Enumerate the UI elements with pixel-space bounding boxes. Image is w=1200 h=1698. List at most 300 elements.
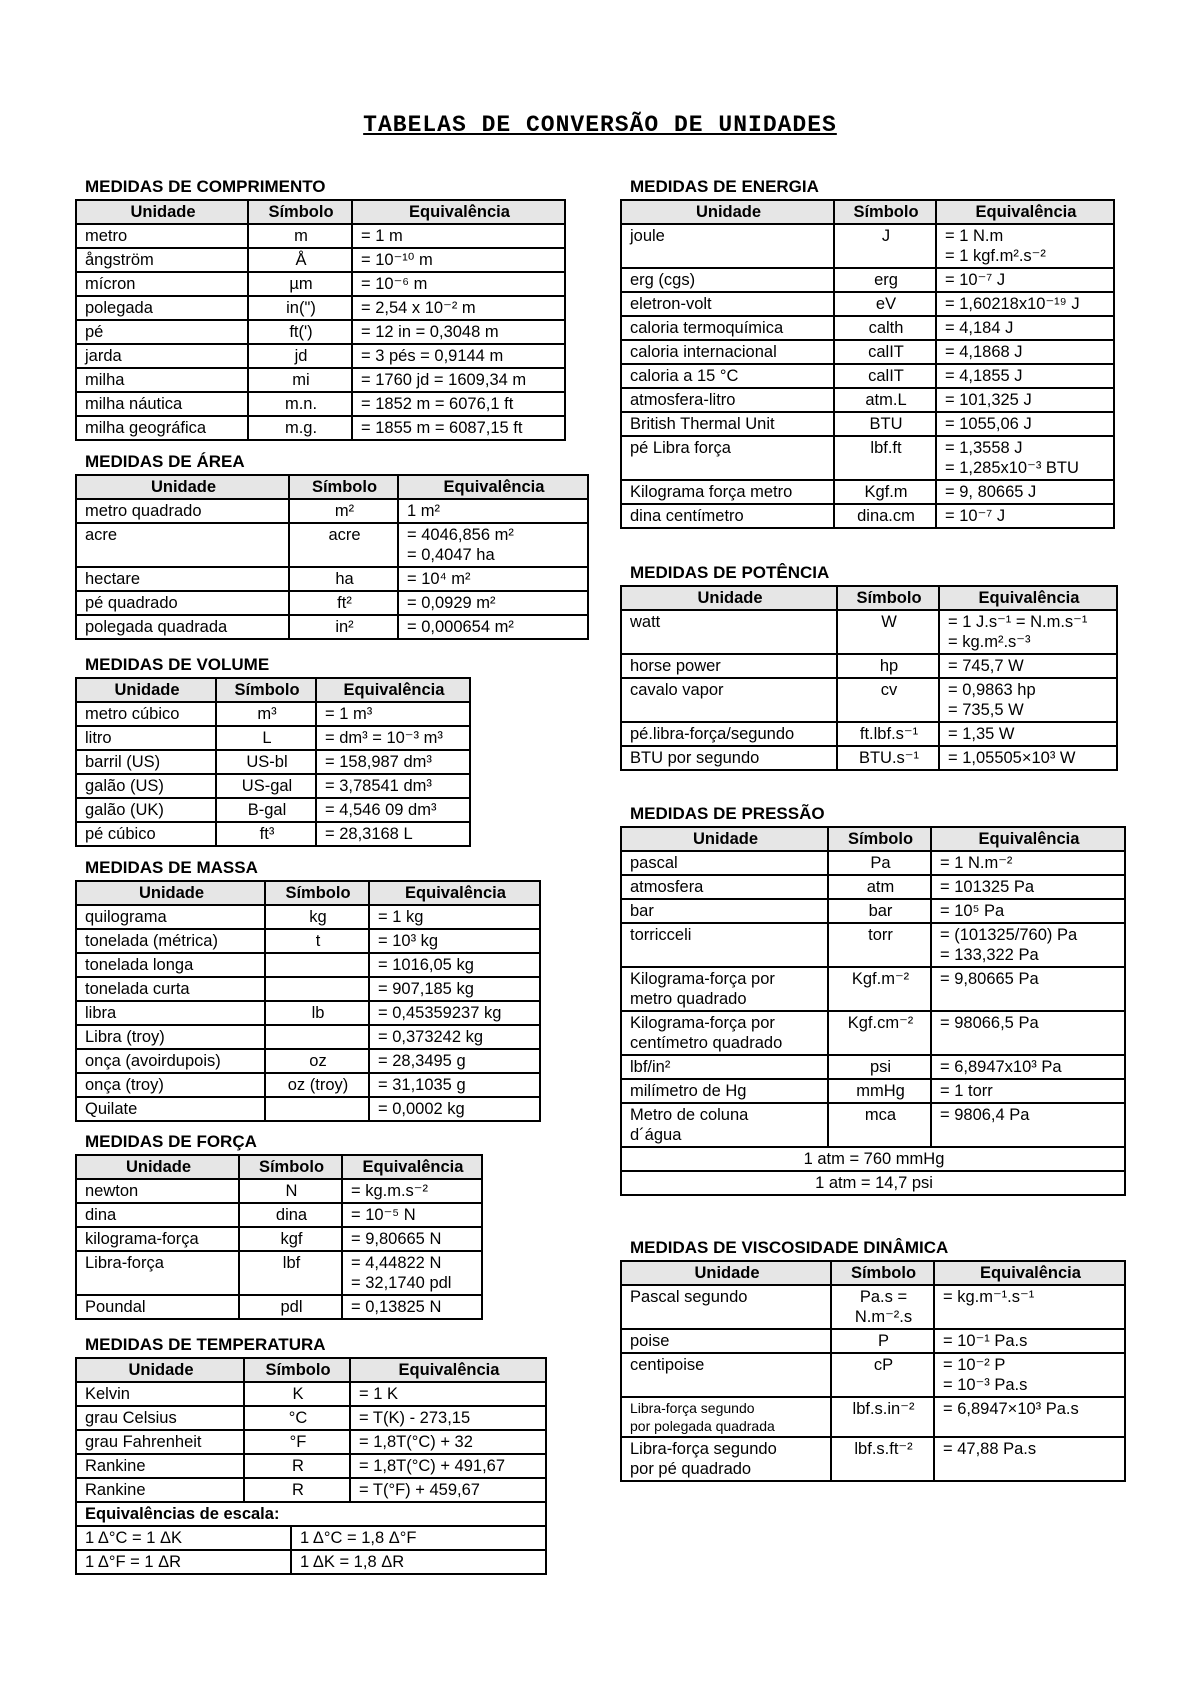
unit-cell: jarda	[76, 344, 248, 368]
equivalence-cell: = (101325/760) Pa = 133,322 Pa	[931, 923, 1125, 967]
equivalence-cell: = 0,45359237 kg	[369, 1001, 540, 1025]
section-potencia	[620, 563, 1118, 771]
equivalence-header: Equivalência	[352, 200, 565, 224]
symbol-cell: m.g.	[248, 416, 352, 440]
unit-cell: poise	[621, 1329, 831, 1353]
equivalence-cell: = 31,1035 g	[369, 1073, 540, 1097]
unit-cell: British Thermal Unit	[621, 412, 834, 436]
unit-cell: watt	[621, 610, 837, 654]
equivalence-cell: = 9, 80665 J	[936, 480, 1114, 504]
unit-cell: galão (UK)	[76, 798, 216, 822]
table-row	[76, 499, 588, 523]
section-title: MEDIDAS DE PRESSÃO	[630, 804, 825, 823]
symbol-cell: psi	[828, 1055, 931, 1079]
unit-cell: Quilate	[76, 1097, 265, 1121]
unit-cell: milímetro de Hg	[621, 1079, 828, 1103]
unit-cell: pé cúbico	[76, 822, 216, 846]
equivalence-cell: = 6,8947x10³ Pa	[931, 1055, 1125, 1079]
symbol-cell: mca	[828, 1103, 931, 1147]
symbol-header: Símbolo	[834, 200, 936, 224]
header-row	[76, 475, 588, 499]
equivalence-cell: = 0,0929 m²	[398, 591, 588, 615]
section-forca	[75, 1132, 483, 1320]
unit-cell: Kilograma-força por metro quadrado	[621, 967, 828, 1011]
unit-cell: horse power	[621, 654, 837, 678]
unit-cell: bar	[621, 899, 828, 923]
table-row	[621, 1397, 1125, 1437]
symbol-cell: B-gal	[216, 798, 316, 822]
unit-cell: onça (avoirdupois)	[76, 1049, 265, 1073]
symbol-header: Símbolo	[831, 1261, 934, 1285]
table-row	[76, 798, 470, 822]
equivalence-cell: = 1,3558 J = 1,285x10⁻³ BTU	[936, 436, 1114, 480]
equivalence-cell: = 1855 m = 6087,15 ft	[352, 416, 565, 440]
symbol-cell: J	[834, 224, 936, 268]
symbol-cell: mmHg	[828, 1079, 931, 1103]
equivalence-cell: = T(K) - 273,15	[350, 1406, 546, 1430]
table-row	[621, 875, 1125, 899]
unit-cell: grau Fahrenheit	[76, 1430, 244, 1454]
equivalence-header: Equivalência	[342, 1155, 482, 1179]
table-row	[76, 567, 588, 591]
equivalence-cell: = kg.m⁻¹.s⁻¹	[934, 1285, 1125, 1329]
section-massa	[75, 858, 541, 1122]
unit-cell: Metro de coluna d´água	[621, 1103, 828, 1147]
equivalence-cell: = 10⁻⁶ m	[352, 272, 565, 296]
scale-cell: 1 ΔK = 1,8 ΔR	[291, 1550, 546, 1574]
equivalence-cell: = 4,184 J	[936, 316, 1114, 340]
equivalence-header: Equivalência	[350, 1358, 546, 1382]
symbol-cell: oz	[265, 1049, 369, 1073]
unit-cell: Pascal segundo	[621, 1285, 831, 1329]
table-row	[76, 1097, 540, 1121]
symbol-cell: t	[265, 929, 369, 953]
equivalence-cell: = 1 K	[350, 1382, 546, 1406]
unit-header: Unidade	[76, 200, 248, 224]
table-row	[621, 388, 1114, 412]
symbol-cell: K	[244, 1382, 350, 1406]
unit-cell: metro quadrado	[76, 499, 289, 523]
equivalence-cell: = 10⁵ Pa	[931, 899, 1125, 923]
scale-cell: 1 Δ°C = 1 ΔK	[76, 1526, 291, 1550]
unit-cell: Libra (troy)	[76, 1025, 265, 1049]
table-row	[621, 746, 1117, 770]
unit-cell: Rankine	[76, 1478, 244, 1502]
equivalence-header: Equivalência	[369, 881, 540, 905]
symbol-header: Símbolo	[248, 200, 352, 224]
table-row	[76, 368, 565, 392]
unit-cell: pé.libra-força/segundo	[621, 722, 837, 746]
header-row	[621, 586, 1117, 610]
symbol-header: Símbolo	[837, 586, 939, 610]
section-title: MEDIDAS DE VISCOSIDADE DINÂMICA	[630, 1238, 949, 1257]
equivalence-cell: = 1,05505×10³ W	[939, 746, 1117, 770]
header-row	[621, 827, 1125, 851]
table-row	[621, 1055, 1125, 1079]
symbol-cell: lbf	[239, 1251, 342, 1295]
equivalence-cell: = 1016,05 kg	[369, 953, 540, 977]
unit-cell: joule	[621, 224, 834, 268]
table-row	[76, 1382, 546, 1406]
table-row	[76, 1179, 482, 1203]
table-row	[76, 774, 470, 798]
note-cell: 1 atm = 760 mmHg	[621, 1147, 1125, 1171]
symbol-cell: US-bl	[216, 750, 316, 774]
table-row	[76, 1454, 546, 1478]
symbol-cell: °C	[244, 1406, 350, 1430]
table-row	[621, 1079, 1125, 1103]
equivalence-cell: = 28,3495 g	[369, 1049, 540, 1073]
unit-cell: barril (US)	[76, 750, 216, 774]
equivalence-cell: = 907,185 kg	[369, 977, 540, 1001]
unit-cell: tonelada curta	[76, 977, 265, 1001]
unit-header: Unidade	[76, 1358, 244, 1382]
symbol-cell: cv	[837, 678, 939, 722]
equivalence-cell: = 1,8T(°C) + 491,67	[350, 1454, 546, 1478]
table-row	[76, 1025, 540, 1049]
unit-cell: polegada	[76, 296, 248, 320]
section-title: MEDIDAS DE ÁREA	[85, 452, 245, 471]
symbol-cell: Kgf.m	[834, 480, 936, 504]
unit-cell: Libra-força segundo por polegada quadrada	[621, 1397, 831, 1437]
equivalence-cell: = kg.m.s⁻²	[342, 1179, 482, 1203]
symbol-cell: lbf.s.ft⁻²	[831, 1437, 934, 1481]
symbol-cell: dina.cm	[834, 504, 936, 528]
unit-cell: metro cúbico	[76, 702, 216, 726]
table-row	[621, 899, 1125, 923]
equivalence-cell: = 0,000654 m²	[398, 615, 588, 639]
unit-cell: caloria termoquímica	[621, 316, 834, 340]
symbol-cell: Kgf.cm⁻²	[828, 1011, 931, 1055]
table-energia	[620, 199, 1115, 529]
equivalence-cell: = 6,8947×10³ Pa.s	[934, 1397, 1125, 1437]
note-row	[621, 1147, 1125, 1171]
symbol-cell: m²	[289, 499, 398, 523]
unit-cell: polegada quadrada	[76, 615, 289, 639]
symbol-header: Símbolo	[244, 1358, 350, 1382]
equivalence-cell: = 9,80665 Pa	[931, 967, 1125, 1011]
table-row	[621, 224, 1114, 268]
equivalence-cell: = 9,80665 N	[342, 1227, 482, 1251]
equivalence-cell: = 0,13825 N	[342, 1295, 482, 1319]
symbol-cell: m³	[216, 702, 316, 726]
equivalence-cell: = 98066,5 Pa	[931, 1011, 1125, 1055]
table-row	[76, 296, 565, 320]
symbol-cell: bar	[828, 899, 931, 923]
section-viscosidade	[620, 1238, 1126, 1482]
table-row	[621, 678, 1117, 722]
table-row	[76, 750, 470, 774]
unit-cell: atmosfera-litro	[621, 388, 834, 412]
unit-header: Unidade	[76, 678, 216, 702]
table-row	[621, 1437, 1125, 1481]
equivalence-cell: = 101,325 J	[936, 388, 1114, 412]
section-title: MEDIDAS DE COMPRIMENTO	[85, 177, 326, 196]
table-volume	[75, 677, 471, 847]
table-row	[621, 340, 1114, 364]
page-title: TABELAS DE CONVERSÃO DE UNIDADES	[363, 112, 837, 138]
equivalence-cell: = 1055,06 J	[936, 412, 1114, 436]
table-temperatura	[75, 1357, 547, 1503]
symbol-cell: L	[216, 726, 316, 750]
symbol-cell: ft³	[216, 822, 316, 846]
symbol-cell: cP	[831, 1353, 934, 1397]
table-row	[621, 504, 1114, 528]
table-massa	[75, 880, 541, 1122]
table-row	[621, 1285, 1125, 1329]
unit-cell: hectare	[76, 567, 289, 591]
equivalence-cell: = 4,1855 J	[936, 364, 1114, 388]
section-volume	[75, 655, 471, 847]
equivalence-cell: = 1 m	[352, 224, 565, 248]
table-row	[621, 722, 1117, 746]
symbol-cell: m.n.	[248, 392, 352, 416]
unit-header: Unidade	[621, 1261, 831, 1285]
unit-cell: milha	[76, 368, 248, 392]
table-row	[621, 268, 1114, 292]
table-row	[76, 953, 540, 977]
table-row	[76, 1049, 540, 1073]
equivalence-cell: = 10⁻⁵ N	[342, 1203, 482, 1227]
unit-cell: Rankine	[76, 1454, 244, 1478]
table-row	[76, 523, 588, 567]
equivalence-cell: = 1 torr	[931, 1079, 1125, 1103]
table-row	[76, 591, 588, 615]
symbol-cell: W	[837, 610, 939, 654]
unit-cell: milha geográfica	[76, 416, 248, 440]
equivalence-cell: = T(°F) + 459,67	[350, 1478, 546, 1502]
symbol-cell: BTU	[834, 412, 936, 436]
equivalence-cell: = 1 kg	[369, 905, 540, 929]
table-potencia	[620, 585, 1118, 771]
unit-cell: mícron	[76, 272, 248, 296]
unit-cell: grau Celsius	[76, 1406, 244, 1430]
equivalence-cell: = 12 in = 0,3048 m	[352, 320, 565, 344]
table-row	[76, 1295, 482, 1319]
equivalence-cell: = 0,0002 kg	[369, 1097, 540, 1121]
table-row	[76, 615, 588, 639]
equivalence-cell: = 10⁻¹⁰ m	[352, 248, 565, 272]
equivalence-cell: = 1852 m = 6076,1 ft	[352, 392, 565, 416]
equivalence-cell: = 1 m³	[316, 702, 470, 726]
equivalence-cell: = 4,546 09 dm³	[316, 798, 470, 822]
equivalence-cell: = 2,54 x 10⁻² m	[352, 296, 565, 320]
unit-cell: pé	[76, 320, 248, 344]
scale-cell: 1 Δ°F = 1 ΔR	[76, 1550, 291, 1574]
table-row	[621, 851, 1125, 875]
table-row	[76, 224, 565, 248]
equivalence-cell: = dm³ = 10⁻³ m³	[316, 726, 470, 750]
table-row	[76, 1550, 546, 1574]
section-energia	[620, 177, 1115, 529]
equivalence-cell: = 10⁻⁷ J	[936, 504, 1114, 528]
symbol-cell: m	[248, 224, 352, 248]
table-row	[621, 412, 1114, 436]
equivalence-header: Equivalência	[931, 827, 1125, 851]
equivalence-cell: = 28,3168 L	[316, 822, 470, 846]
equivalence-cell: = 10⁻² P = 10⁻³ Pa.s	[934, 1353, 1125, 1397]
section-title: MEDIDAS DE POTÊNCIA	[630, 563, 830, 582]
table-row	[76, 822, 470, 846]
equivalence-cell: = 10⁴ m²	[398, 567, 588, 591]
unit-cell: pé Libra força	[621, 436, 834, 480]
unit-cell: centipoise	[621, 1353, 831, 1397]
unit-cell: Kilograma força metro	[621, 480, 834, 504]
unit-cell: tonelada longa	[76, 953, 265, 977]
unit-cell: milha náutica	[76, 392, 248, 416]
symbol-cell: atm	[828, 875, 931, 899]
section-comprimento	[75, 177, 566, 441]
equivalence-cell: = 47,88 Pa.s	[934, 1437, 1125, 1481]
table-row	[76, 320, 565, 344]
table-row	[621, 480, 1114, 504]
symbol-cell: pdl	[239, 1295, 342, 1319]
symbol-cell: Pa.s = N.m⁻².s	[831, 1285, 934, 1329]
symbol-cell: dina	[239, 1203, 342, 1227]
table-scale	[75, 1501, 547, 1575]
unit-cell: BTU por segundo	[621, 746, 837, 770]
unit-cell: litro	[76, 726, 216, 750]
table-row	[621, 1329, 1125, 1353]
equivalence-cell: = 10⁻⁷ J	[936, 268, 1114, 292]
symbol-cell: jd	[248, 344, 352, 368]
unit-cell: Kilograma-força por centímetro quadrado	[621, 1011, 828, 1055]
equivalence-cell: = 101325 Pa	[931, 875, 1125, 899]
table-row	[76, 1227, 482, 1251]
unit-cell: dina centímetro	[621, 504, 834, 528]
symbol-cell: ha	[289, 567, 398, 591]
table-row	[76, 1073, 540, 1097]
section-area	[75, 452, 589, 640]
symbol-cell: R	[244, 1478, 350, 1502]
symbol-cell: calIT	[834, 340, 936, 364]
symbol-cell	[265, 1025, 369, 1049]
table-row	[76, 977, 540, 1001]
symbol-cell: atm.L	[834, 388, 936, 412]
table-row	[76, 272, 565, 296]
table-row	[621, 923, 1125, 967]
section-pressao	[620, 804, 1126, 1196]
symbol-cell: in²	[289, 615, 398, 639]
unit-cell: metro	[76, 224, 248, 248]
equivalence-cell: 1 m²	[398, 499, 588, 523]
equivalence-cell: = 3,78541 dm³	[316, 774, 470, 798]
unit-cell: Libra-força	[76, 1251, 239, 1295]
symbol-cell	[265, 1097, 369, 1121]
symbol-cell: eV	[834, 292, 936, 316]
table-row	[621, 1353, 1125, 1397]
unit-cell: pé quadrado	[76, 591, 289, 615]
table-row	[76, 1526, 546, 1550]
unit-cell: Libra-força segundo por pé quadrado	[621, 1437, 831, 1481]
equivalence-header: Equivalência	[316, 678, 470, 702]
unit-header: Unidade	[621, 827, 828, 851]
symbol-cell: kgf	[239, 1227, 342, 1251]
table-row	[76, 726, 470, 750]
section-title: MEDIDAS DE ENERGIA	[630, 177, 819, 196]
equivalence-cell: = 745,7 W	[939, 654, 1117, 678]
header-row	[76, 1358, 546, 1382]
table-row	[621, 316, 1114, 340]
table-row	[76, 416, 565, 440]
equivalence-cell: = 3 pés = 0,9144 m	[352, 344, 565, 368]
symbol-cell: kg	[265, 905, 369, 929]
unit-cell: cavalo vapor	[621, 678, 837, 722]
table-row	[76, 1406, 546, 1430]
table-row	[76, 1430, 546, 1454]
unit-cell: dina	[76, 1203, 239, 1227]
equivalence-cell: = 9806,4 Pa	[931, 1103, 1125, 1147]
table-row	[621, 436, 1114, 480]
section-title: MEDIDAS DE TEMPERATURA	[85, 1335, 326, 1354]
symbol-header: Símbolo	[216, 678, 316, 702]
unit-cell: ångström	[76, 248, 248, 272]
equivalence-header: Equivalência	[398, 475, 588, 499]
equivalence-cell: = 1,8T(°C) + 32	[350, 1430, 546, 1454]
table-row	[76, 1478, 546, 1502]
note-row	[621, 1171, 1125, 1195]
equivalence-cell: = 4,44822 N = 32,1740 pdl	[342, 1251, 482, 1295]
equivalence-cell: = 1 J.s⁻¹ = N.m.s⁻¹ = kg.m².s⁻³	[939, 610, 1117, 654]
symbol-cell: lbf.ft	[834, 436, 936, 480]
equivalence-header: Equivalência	[936, 200, 1114, 224]
unit-cell: Poundal	[76, 1295, 239, 1319]
symbol-cell: R	[244, 1454, 350, 1478]
table-comprimento	[75, 199, 566, 441]
table-row	[76, 1251, 482, 1295]
symbol-header: Símbolo	[265, 881, 369, 905]
symbol-cell: torr	[828, 923, 931, 967]
symbol-cell: mi	[248, 368, 352, 392]
unit-cell: lbf/in²	[621, 1055, 828, 1079]
unit-header: Unidade	[76, 475, 289, 499]
table-row	[621, 292, 1114, 316]
symbol-cell: BTU.s⁻¹	[837, 746, 939, 770]
unit-cell: erg (cgs)	[621, 268, 834, 292]
table-row	[76, 344, 565, 368]
symbol-cell: Å	[248, 248, 352, 272]
symbol-cell: US-gal	[216, 774, 316, 798]
symbol-cell: ft²	[289, 591, 398, 615]
equivalence-cell: = 0,9863 hp = 735,5 W	[939, 678, 1117, 722]
symbol-cell: calth	[834, 316, 936, 340]
header-row	[621, 200, 1114, 224]
scale-title: Equivalências de escala:	[76, 1502, 546, 1526]
header-row	[76, 881, 540, 905]
symbol-cell: in(")	[248, 296, 352, 320]
table-row	[76, 1001, 540, 1025]
table-row	[76, 1203, 482, 1227]
unit-cell: caloria internacional	[621, 340, 834, 364]
symbol-header: Símbolo	[239, 1155, 342, 1179]
symbol-cell: ft.lbf.s⁻¹	[837, 722, 939, 746]
symbol-cell: N	[239, 1179, 342, 1203]
symbol-cell: °F	[244, 1430, 350, 1454]
symbol-cell: oz (troy)	[265, 1073, 369, 1097]
equivalence-cell: = 1,35 W	[939, 722, 1117, 746]
table-forca	[75, 1154, 483, 1320]
symbol-cell: ft(')	[248, 320, 352, 344]
table-area	[75, 474, 589, 640]
section-title: MEDIDAS DE FORÇA	[85, 1132, 257, 1151]
equivalence-header: Equivalência	[939, 586, 1117, 610]
table-row	[76, 905, 540, 929]
header-row	[621, 1261, 1125, 1285]
symbol-cell: µm	[248, 272, 352, 296]
header-row	[76, 678, 470, 702]
table-row	[76, 929, 540, 953]
unit-cell: newton	[76, 1179, 239, 1203]
